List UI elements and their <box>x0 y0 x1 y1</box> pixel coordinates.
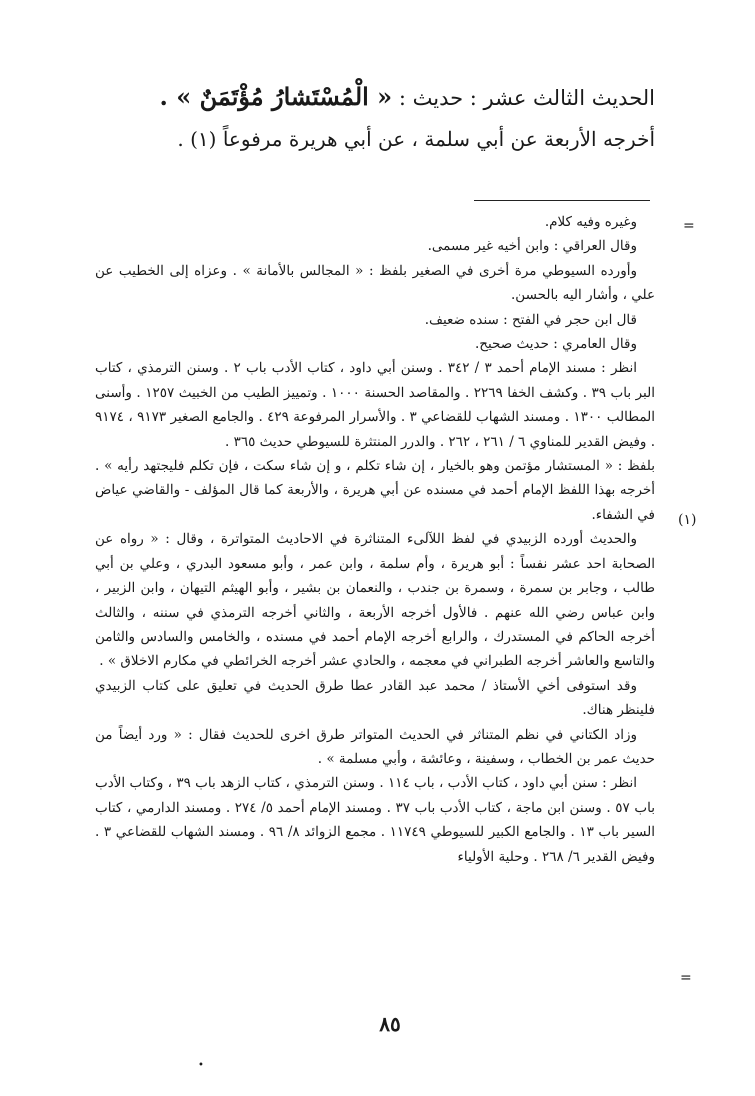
footnote-separator <box>474 200 650 201</box>
footnote-paragraph: وقد استوفى أخي الأستاذ / محمد عبد القادر عطا طرق الحديث في تعليق على كتاب الزبيدي فلينظر هناك. <box>95 677 655 719</box>
footnote-paragraph: وقال العراقي : وابن أخيه غير مسمى. <box>427 238 637 255</box>
footnote-paragraph: بلفظ : « المستشار مؤتمن وهو بالخيار ، إن شاء تكلم ، و إن شاء سكت ، فإن تكلم فليجتهد رأيه » . أخرجه بهذا اللفظ الإمام أحمد في مسنده عن أبي هريرة ، والأربعة كما قال المؤلف - والقاضي عياض في الشفاء. <box>95 458 655 523</box>
hadith-heading-text: الحديث الثالث عشر : حديث : <box>398 86 655 110</box>
footnote-paragraph: وأورده السيوطي مرة أخرى في الصغير بلفظ : « المجالس بالأمانة » . وعزاه إلى الخطيب عن علي ، وأشار اليه بالحسن. <box>95 262 655 304</box>
footnote-paragraph: وقال العامري : حديث صحيح. <box>474 336 637 353</box>
footnote-paragraph: وزاد الكتاني في نظم المتناثر في الحديث المتواتر طرق اخرى للحديث فقال : « ورد أيضاً من حديث عمر بن الخطاب ، وسفينة ، وعائشة ، وأبي مسلمة » . <box>95 726 655 767</box>
page-number: ٨٥ <box>379 1012 401 1036</box>
footnote-paragraph: انظر : سنن أبي داود ، كتاب الأدب ، باب ١١٤ . وسنن الترمذي ، كتاب الزهد باب ٣٩ ، وكتاب الأدب باب ٥٧ . وسنن ابن ماجة ، كتاب الأدب باب ٣٧ . ومسند الإمام أحمد ٥/ ٢٧٤ . ومسند الدارمي ، كتاب السير باب ١٣ . والجامع الكبير للسيوطي ١١٧٤٩ . مجمع الزوائد ٨/ ٩٦ . ومسند الشهاب للقضاعي ٣ . وفيض القدير ٦/ ٢٦٨ . وحلية الأولياء <box>95 775 655 865</box>
hadith-heading <box>95 80 655 115</box>
hadith-text-bold: « الْمُسْتَشارُ مُؤْتَمَنٌ » . <box>159 82 393 111</box>
footnotes-block <box>95 210 655 869</box>
hadith-source-line: أخرجه الأربعة عن أبي سلمة ، عن أبي هريرة مرفوعاً (١) . <box>177 127 655 151</box>
footnote-paragraph: وغيره وفيه كلام. <box>544 214 637 230</box>
footnote-paragraph: والحديث أورده الزبيدي في لفظ اللآلىء المتناثرة في الاحاديث المتواترة ، وقال : « رواه عن الصحابة احد عشر نفساً : أبو هريرة ، وأم سلمة ، وابن عمر ، وأبو مسعود البدري ، وعلي بن أبي طالب ، وجابر بن سمرة ، وسمرة بن جندب ، والنعمان بن بشير ، وأبو الهيثم التيهان ، وابن الزبير ، وابن عباس رضي الله عنهم . فالأول أخرجه الأربعة ، والثاني أخرجه الترمذي في سننه ، والثالث أخرجه الحاكم في المستدرك ، والرابع أخرجه الإمام أحمد في مسنده ، والخامس والسادس والثامن والتاسع والعاشر أخرجه الطبراني في معجمه ، والحادي عشر أخرجه الخرائطي في مكارم الاخلاق » . <box>95 531 655 670</box>
continuation-marker-bottom: = <box>680 970 692 986</box>
footnote-paragraph: قال ابن حجر في الفتح : سنده ضعيف. <box>424 311 637 328</box>
continuation-marker-top: = <box>683 218 695 234</box>
footnote-number: (١) <box>678 512 697 528</box>
page-dot: • <box>198 1060 204 1071</box>
footnote-paragraph: انظر : مسند الإمام أحمد ٣ / ٣٤٢ . وسنن أبي داود ، كتاب الأدب باب ٢ . وسنن الترمذي ، كتاب البر باب ٣٩ . وكشف الخفا ٢٢٦٩ . والمقاصد الحسنة ١٠٠٠ . وتمييز الطيب من الخبيث ١٢٥٧ . وأسنى المطالب ١٣٠٠ . ومسند الشهاب للقضاعي ٣ . والأسرار المرفوعة ٤٢٩ . والجامع الصغير ٩١٧٣ ، ٩١٧٤ . وفيض القدير للمناوي ٦ / ٢٦١ ، ٢٦٢ . والدرر المنتثرة للسيوطي حديث ٣٦٥ . <box>95 360 655 450</box>
